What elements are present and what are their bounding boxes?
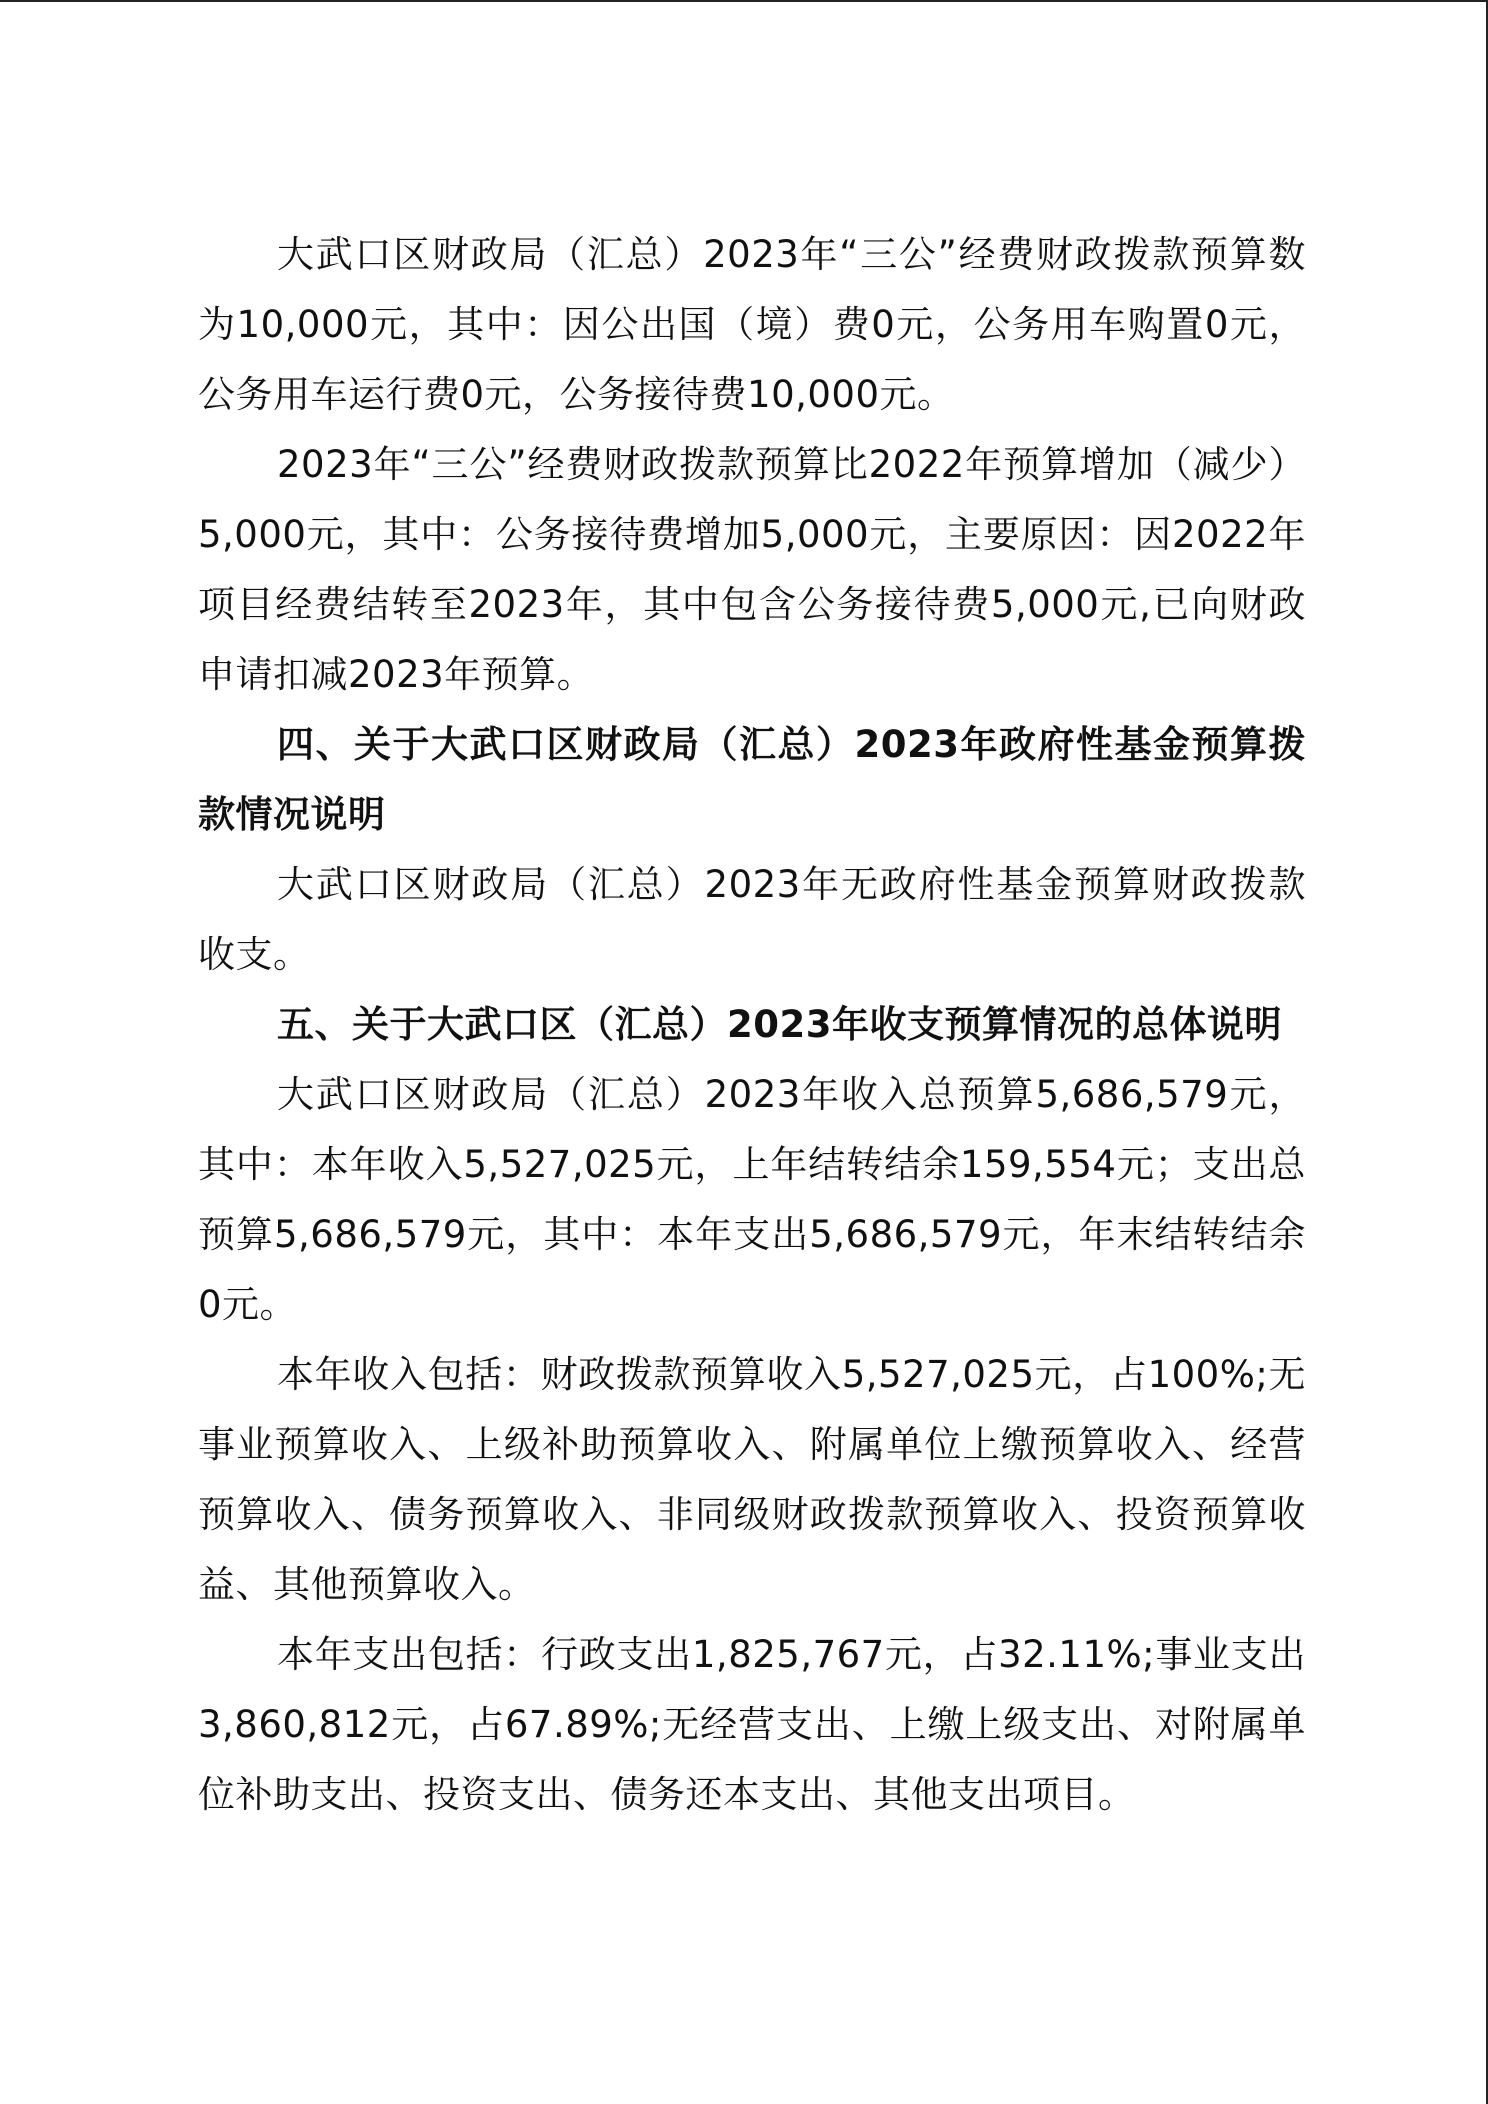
paragraph-expenditure-breakdown: 本年支出包括：行政支出1,825,767元，占32.11%;事业支出3,860,812元，占67.89%;无经营支出、上缴上级支出、对附属单位补助支出、投资支出、债务还本支出、其他支出项目。 (198, 1633, 1306, 1816)
paragraph-overall-budget: 大武口区财政局（汇总）2023年收入总预算5,686,579元，其中：本年收入5,527,025元，上年结转结余159,554元；支出总预算5,686,579元，其中：本年支出5,686,579元，年末结转结余0元。 (198, 1073, 1306, 1326)
document-body (198, 220, 1306, 1830)
section-heading-government-fund: 四、关于大武口区财政局（汇总）2023年政府性基金预算拨款情况说明 (198, 723, 1306, 836)
paragraph-government-fund: 大武口区财政局（汇总）2023年无政府性基金预算财政拨款收支。 (198, 863, 1306, 976)
page-top-border (0, 0, 1488, 2)
paragraph-income-breakdown: 本年收入包括：财政拨款预算收入5,527,025元，占100%;无事业预算收入、上级补助预算收入、附属单位上缴预算收入、经营预算收入、债务预算收入、非同级财政拨款预算收入、投资预算收益、其他预算收入。 (198, 1353, 1306, 1606)
paragraph-sangong-comparison: 2023年“三公”经费财政拨款预算比2022年预算增加（减少）5,000元，其中：公务接待费增加5,000元，主要原因：因2022年项目经费结转至2023年，其中包含公务接待费5,000元,已向财政申请扣减2023年预算。 (198, 443, 1306, 696)
paragraph-sangong-budget: 大武口区财政局（汇总）2023年“三公”经费财政拨款预算数为10,000元，其中：因公出国（境）费0元，公务用车购置0元，公务用车运行费0元，公务接待费10,000元。 (198, 233, 1306, 416)
section-heading-overall-budget: 五、关于大武口区（汇总）2023年收支预算情况的总体说明 (277, 1003, 1282, 1046)
